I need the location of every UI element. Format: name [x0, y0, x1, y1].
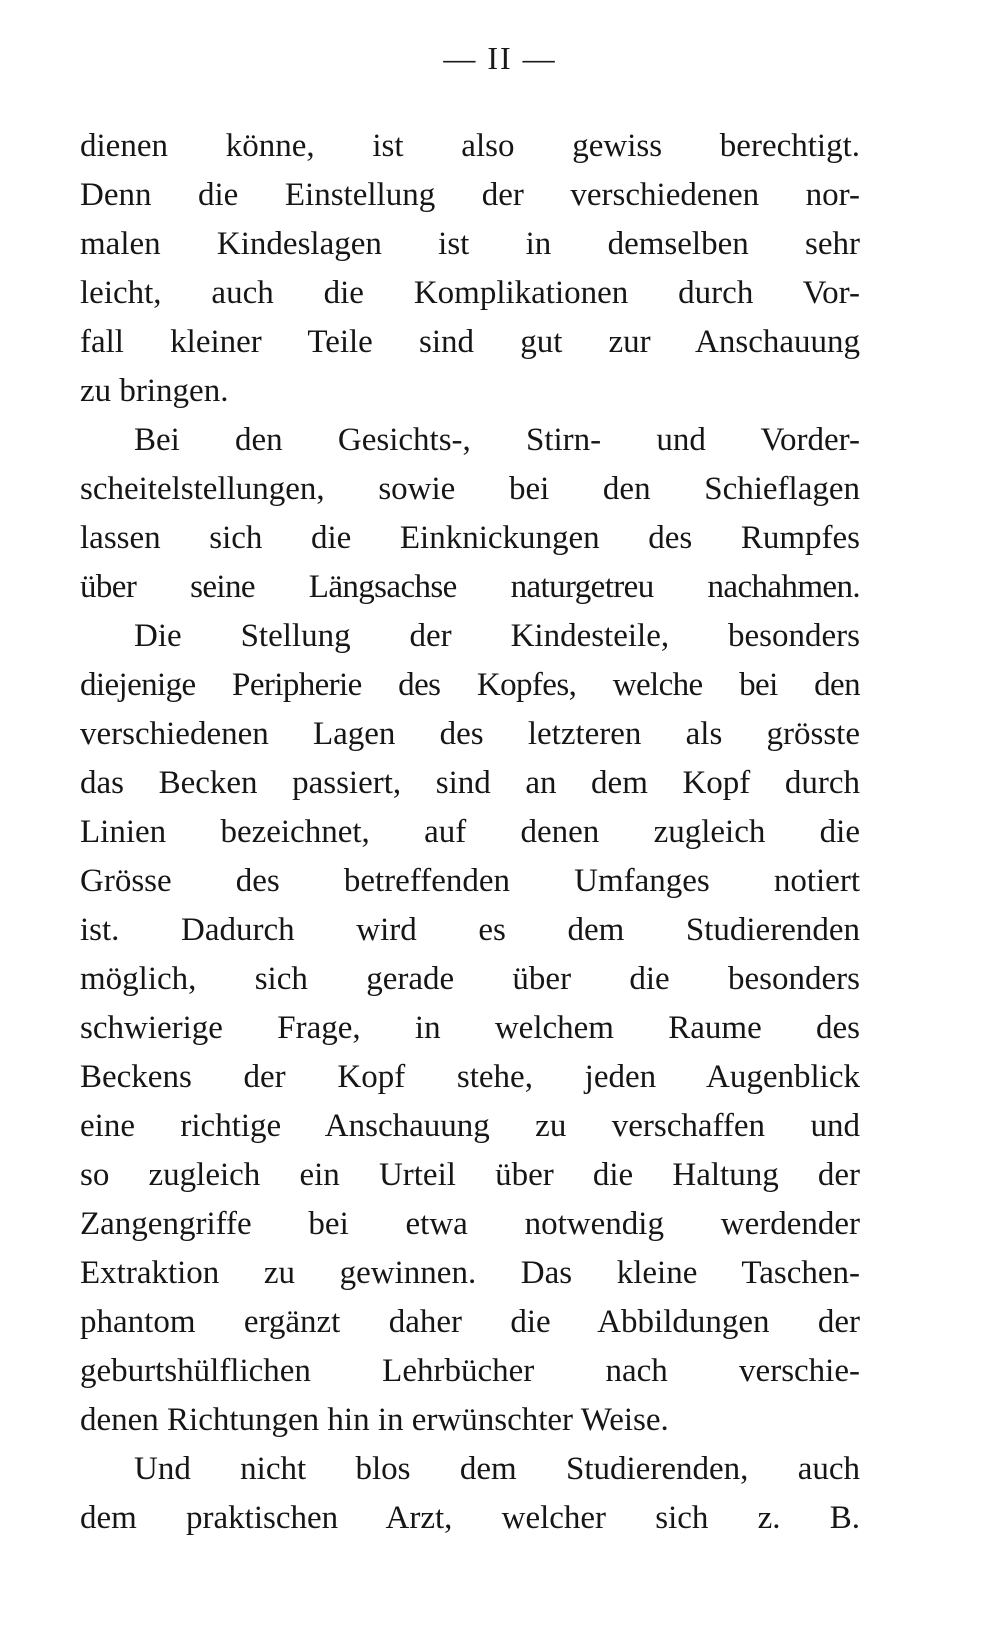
text-line: Grösse des betreffenden Umfanges notiert: [80, 863, 860, 899]
text-line: Denn die Einstellung der verschiedenen nor-: [80, 177, 860, 213]
text-line: Linien bezeichnet, auf denen zugleich die: [80, 814, 860, 850]
text-line: verschiedenen Lagen des letzteren als grösste: [80, 716, 860, 752]
text-line: phantom ergänzt daher die Abbildungen der: [80, 1304, 860, 1340]
text-line: Extraktion zu gewinnen. Das kleine Taschen-: [80, 1255, 860, 1291]
text-line: Zangengriffe bei etwa notwendig werdender: [80, 1206, 860, 1242]
page-number: — II —: [443, 40, 557, 76]
text-line: Die Stellung der Kindesteile, besonders: [134, 618, 860, 654]
text-line: schwierige Frage, in welchem Raume des: [80, 1010, 860, 1046]
body-text: [80, 122, 860, 1543]
text-line: geburtshülflichen Lehrbücher nach verschie-: [80, 1353, 860, 1389]
text-line: malen Kindeslagen ist in demselben sehr: [80, 226, 860, 262]
text-line: diejenige Peripherie des Kopfes, welche bei den: [80, 667, 860, 703]
text-line: scheitelstellungen, sowie bei den Schieflagen: [80, 471, 860, 507]
text-line: eine richtige Anschauung zu verschaffen und: [80, 1108, 860, 1144]
text-line: über seine Längsachse naturgetreu nachahmen.: [80, 569, 860, 605]
text-line: das Becken passiert, sind an dem Kopf durch: [80, 765, 860, 801]
text-line: leicht, auch die Komplikationen durch Vor-: [80, 275, 860, 311]
text-line: zu bringen.: [80, 373, 229, 409]
text-line: fall kleiner Teile sind gut zur Anschauung: [80, 324, 860, 360]
text-line: möglich, sich gerade über die besonders: [80, 961, 860, 997]
text-line: Und nicht blos dem Studierenden, auch: [134, 1451, 860, 1487]
text-line: Beckens der Kopf stehe, jeden Augenblick: [80, 1059, 860, 1095]
text-line: dem praktischen Arzt, welcher sich z. B.: [80, 1500, 860, 1536]
text-line: denen Richtungen hin in erwünschter Weise.: [80, 1402, 669, 1438]
text-line: dienen könne, ist also gewiss berechtigt.: [80, 128, 860, 164]
text-line: ist. Dadurch wird es dem Studierenden: [80, 912, 860, 948]
text-line: lassen sich die Einknickungen des Rumpfes: [80, 520, 860, 556]
text-line: so zugleich ein Urteil über die Haltung der: [80, 1157, 860, 1193]
text-line: Bei den Gesichts-, Stirn- und Vorder-: [134, 422, 860, 458]
